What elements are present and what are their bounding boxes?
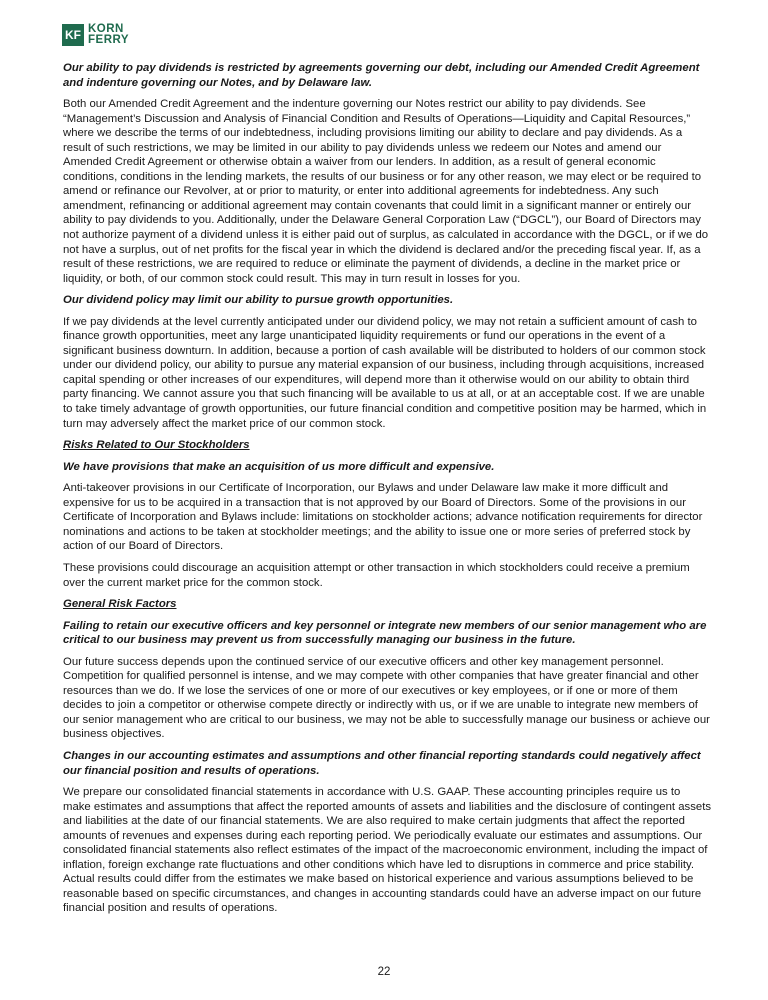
document-body (63, 61, 711, 923)
paragraph: Both our Amended Credit Agreement and the indenture governing our Notes restrict our ability to pay dividends. See “Management’s Discussion and Analysis of Financial Condition and Results of Operations—Liquidity and Capital Resources,” where we describe the terms of our indebtedness, including provisions limiting our ability to declare and pay dividends. As a result of such restrictions, we may be limited in our ability to pay dividends unless we redeem our Notes and amend our Amended Credit Agreement or otherwise obtain a waiver from our lenders. In addition, as a result of general economic conditions, conditions in the lending markets, the results of our business or for any other reason, we may elect or be required to amend or refinance our Revolver, at or prior to maturity, or enter into additional agreements for indebtedness. Any such amendment, refinancing or additional agreement may contain covenants that could limit in a significant manner or entirely our ability to pay dividends to you. Additionally, under the Delaware General Corporation Law (“DGCL”), our Board of Directors may not authorize payment of a dividend unless it is either paid out of surplus, as calculated in accordance with the DGCL, or if we do not have a surplus, out of net profits for the fiscal year in which the dividend is declared and/or the preceding fiscal year. If, as a result of these restrictions, we are required to reduce or eliminate the payment of dividends, a decline in the market price or liquidity, or both, of our common stock could result. This may in turn result in losses for you. (63, 98, 709, 285)
page-number: 22 (377, 966, 391, 978)
heading-dividend-restrictions: Our ability to pay dividends is restricted by agreements governing our debt, including our Amended Credit Agreement and indenture governing our Notes, and by Delaware law. (63, 62, 700, 89)
paragraph: Anti-takeover provisions in our Certificate of Incorporation, our Bylaws and under Delaware law make it more difficult and expensive for us to be acquired in a transaction that is not approved by our Board of Directors. Some of the provisions in our Certificate of Incorporation and Bylaws include: limitations on stockholder actions; advance notification requirements for director nominations and actions to be taken at stockholder meetings; and the ability to issue one or more series of preferred stock by action of our Board of Directors. (63, 482, 703, 553)
section-heading-general-risk: General Risk Factors (63, 598, 177, 611)
paragraph: If we pay dividends at the level currently anticipated under our dividend policy, we may not retain a sufficient amount of cash to finance growth opportunities, meet any large unanticipated liquidity requirements or fund our operations in the event of a significant business downturn. In addition, because a portion of cash available will be distributed to holders of our common stock under our dividend policy, our ability to pursue any material expansion of our business, including through acquisitions, increased capital spending or other increases of our expenditures, will depend more than it otherwise would on our ability to obtain third party financing. We cannot assure you that such financing will be available to us at all, or at an acceptable cost. If we are unable to take timely advantage of growth opportunities, our future financial condition and competitive position may be harmed, which in turn may adversely affect the market price of our common stock. (63, 315, 707, 430)
section-heading-stockholders: Risks Related to Our Stockholders (63, 439, 250, 452)
logo-wordmark: KORN FERRY (88, 23, 130, 46)
heading-accounting-estimates: Changes in our accounting estimates and assumptions and other financial reporting standards could negatively affect our financial position and results of operations. (63, 749, 701, 777)
paragraph: These provisions could discourage an acquisition attempt or other transaction in which stockholders could receive a premium over the current market price for the common stock. (63, 561, 690, 589)
paragraph: We prepare our consolidated financial statements in accordance with U.S. GAAP. These accounting principles require us to make estimates and assumptions that affect the reported amounts of assets and liabilities and the disclosure of contingent assets and liabilities at the date of our financial statements. We are also required to make certain judgments that affect the reported amounts of revenues and expenses during each reporting period. We periodically evaluate our estimates and assumptions. Our consolidated financial statements also reflect estimates of the impact of the macroeconomic environment, including the impact of inflation, foreign exchange rate fluctuations and other conditions which have led to disruptions in commerce and price stability. Actual results could differ from the estimates we make based on historical experience and various assumptions believed to be reasonable based on specific circumstances, and changes in accounting standards could have an adverse impact on our future financial position and results of operations. (63, 786, 712, 915)
paragraph: Our future success depends upon the continued service of our executive officers and other key management personnel. Competition for qualified personnel is intense, and we may compete with other companies that have greater financial and other resources than we do. If we lose the services of one or more of our executives or key employees, or if one or more of them decides to join a competitor or otherwise compete directly or indirectly with us, or if we are unable to integrate new members of our senior management who are critical to our business, we may not be able to successfully manage our business or achieve our business objectives. (63, 655, 710, 741)
heading-dividend-policy: Our dividend policy may limit our ability to pursue growth opportunities. (63, 294, 454, 307)
heading-acquisition-provisions: We have provisions that make an acquisition of us more difficult and expensive. (63, 460, 495, 473)
korn-ferry-logo (62, 24, 129, 46)
heading-key-personnel: Failing to retain our executive officers and key personnel or integrate new members of our senior management who are critical to our business may prevent us from successfully managing our business in the future. (63, 619, 707, 647)
logo-mark-icon: KF (62, 24, 84, 46)
